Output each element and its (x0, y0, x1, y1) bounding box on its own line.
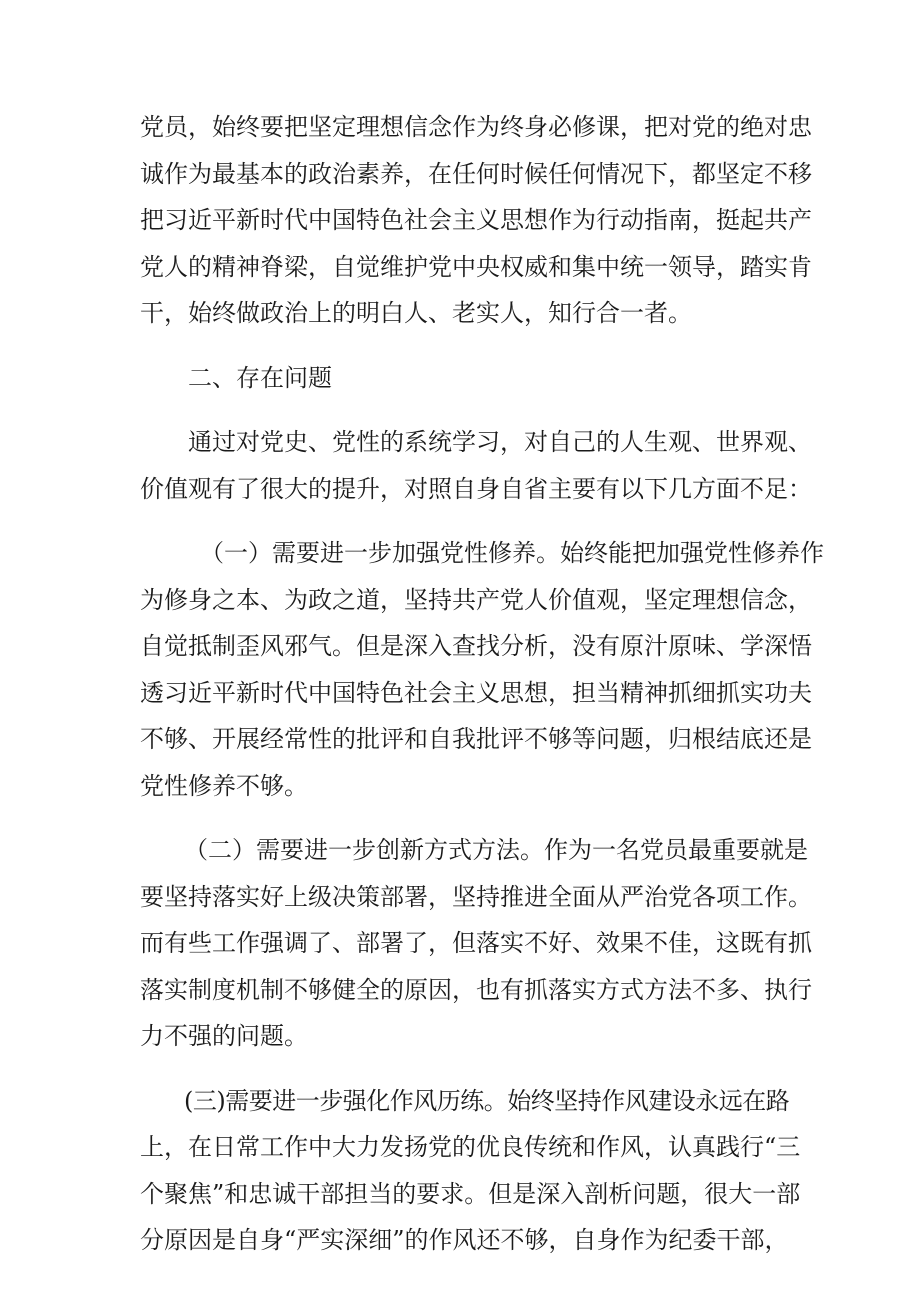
text-line: 党员，始终要把坚定理想信念作为终身必修课，把对党的绝对忠 (140, 113, 812, 141)
text-line: （二）需要进一步创新方式方法。作为一名党员最重要就是 (184, 836, 808, 864)
text-line: 党性修养不够。 (140, 771, 308, 800)
text-line: 为修身之本、为政之道，坚持共产党人价值观，坚定理想信念， (140, 585, 812, 614)
text-line: 要坚持落实好上级决策部署，坚持推进全面从严治党各项工作。 (140, 882, 812, 911)
text-line: 力不强的问题。 (140, 1022, 308, 1050)
text-line: （一）需要进一步加强党性修养。始终能把加强党性修养作 (200, 539, 824, 567)
text-line: 自觉抵制歪风邪气。但是深入查找分析，没有原汁原味、学深悟 (140, 632, 812, 660)
document-body (140, 104, 824, 1264)
paragraph-work-style (140, 1078, 801, 1264)
paragraph-methods (140, 827, 812, 1060)
paragraph-party-spirit (140, 530, 824, 809)
text-line: 而有些工作强调了、部署了，但落实不好、效果不佳，这既有抓 (140, 929, 812, 957)
text-line: 党人的精神脊梁，自觉维护党中央权威和集中统一领导，踏实肯 (140, 252, 812, 281)
paragraph-intro (140, 419, 812, 512)
text-line: 透习近平新时代中国特色社会主义思想，担当精神抓细抓实功夫 (140, 678, 812, 707)
text-line: (三)需要进一步强化作风历练。始终坚持作风建设永远在路 (184, 1086, 790, 1115)
section-heading-problems: 二、存在问题 (188, 363, 332, 392)
text-line: 分原因是自身“严实深细”的作风还不够，自身作为纪委干部， (140, 1226, 789, 1254)
paragraph-ideals (140, 104, 812, 337)
text-line: 落实制度机制不够健全的原因，也有抓落实方式方法不多、执行 (140, 975, 812, 1004)
text-line: 价值观有了很大的提升，对照自身自省主要有以下几方面不足： (140, 474, 812, 503)
text-line: 上，在日常工作中大力发扬党的优良传统和作风，认真践行“三 (140, 1133, 801, 1161)
text-line: 个聚焦”和忠诚干部担当的要求。但是深入剖析问题，很大一部 (140, 1179, 801, 1208)
text-line: 通过对党史、党性的系统学习，对自己的人生观、世界观、 (188, 428, 812, 456)
text-line: 诚作为最基本的政治素养，在任何时候任何情况下，都坚定不移 (140, 159, 812, 188)
text-line: 不够、开展经常性的批评和自我批评不够等问题，归根结底还是 (140, 725, 812, 753)
text-line: 干，始终做政治上的明白人、老实人，知行合一者。 (140, 299, 692, 327)
text-line: 把习近平新时代中国特色社会主义思想作为行动指南，挺起共产 (140, 206, 812, 234)
